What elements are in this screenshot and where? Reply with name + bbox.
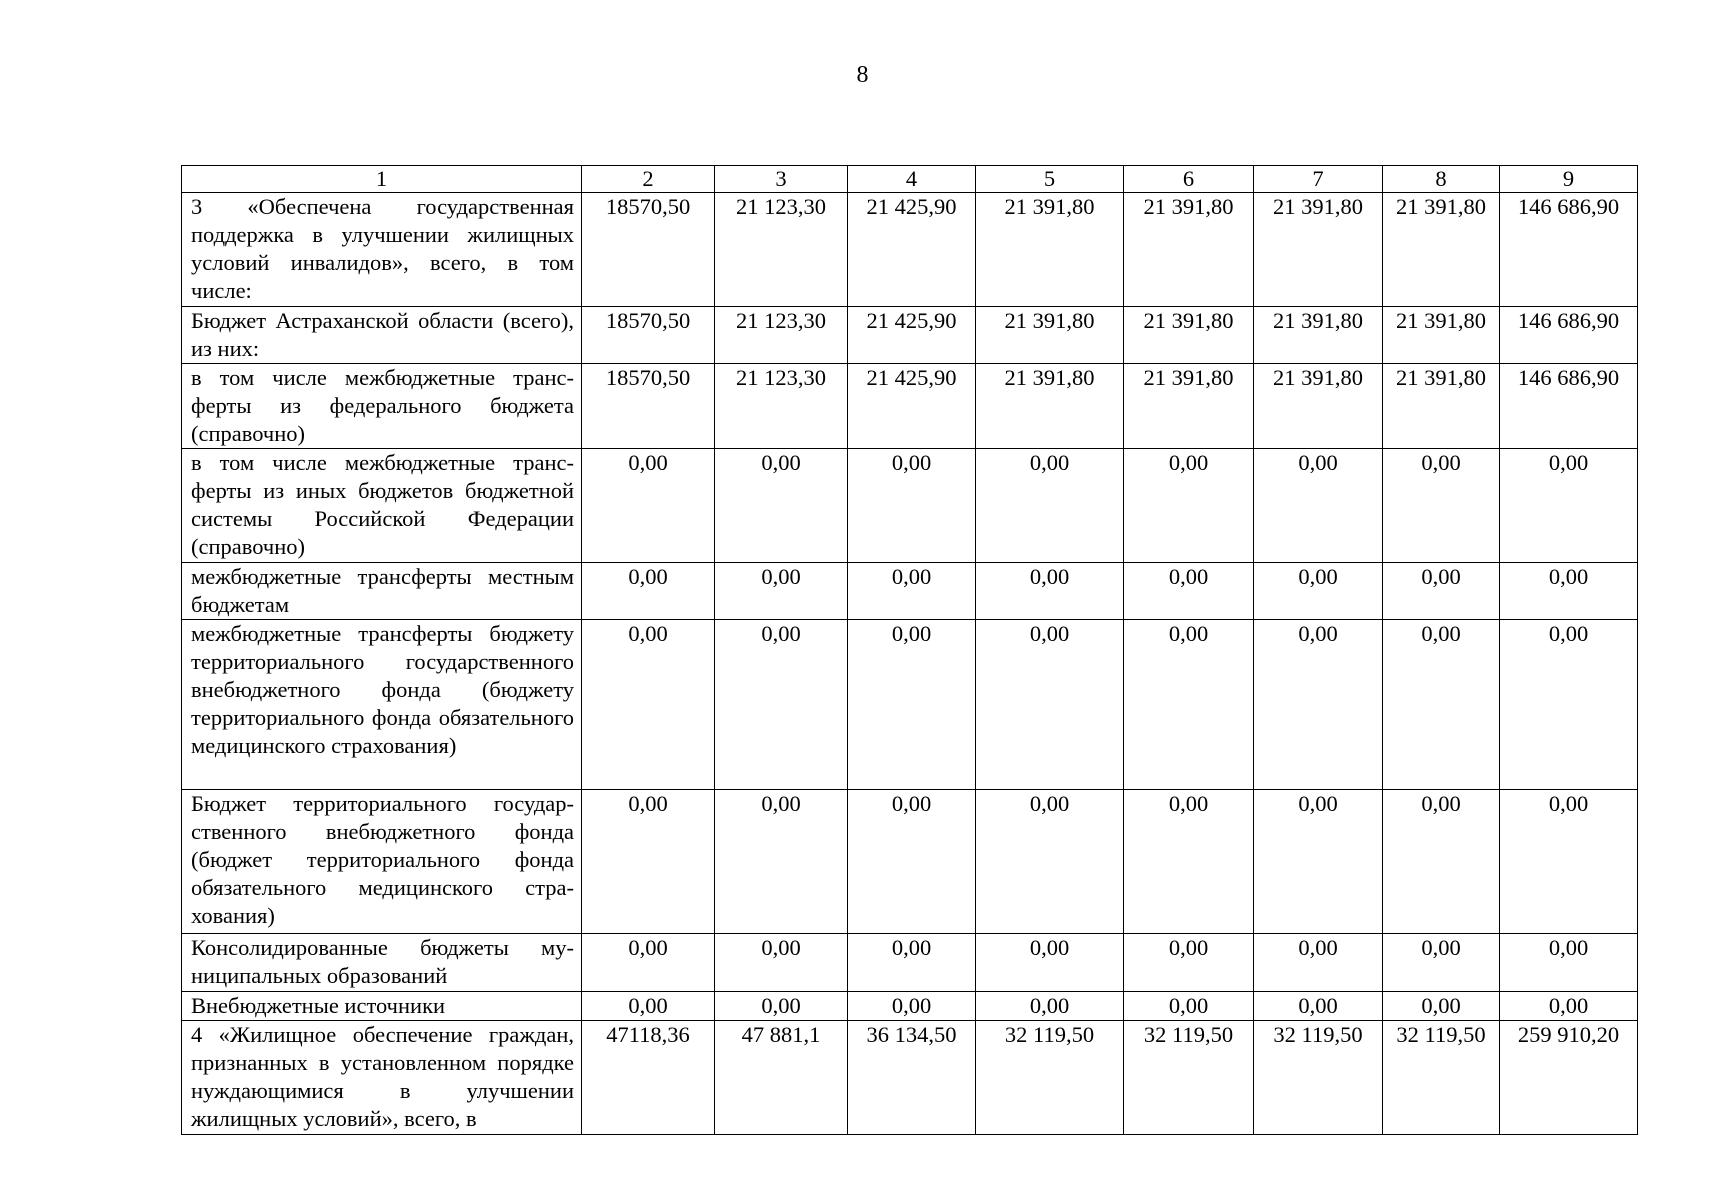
table-cell: 47118,36: [582, 1021, 715, 1135]
table-cell: 18570,50: [582, 307, 715, 364]
table-cell: 0,00: [848, 790, 976, 934]
table-cell: 0,00: [848, 992, 976, 1021]
table-row: [182, 193, 1638, 307]
table-cell: 21 391,80: [976, 307, 1124, 364]
row-label: Бюджет Астраханской области (всего), из них:: [182, 307, 582, 364]
table-cell: 0,00: [1383, 449, 1500, 563]
table-cell: 0,00: [1500, 563, 1638, 620]
table-cell: 21 425,90: [848, 364, 976, 449]
table-cell: 0,00: [1500, 449, 1638, 563]
table-row: [182, 1021, 1638, 1135]
table-cell: 21 425,90: [848, 307, 976, 364]
table-cell: 0,00: [1500, 620, 1638, 790]
table-cell: 0,00: [1124, 934, 1254, 992]
table-cell: 18570,50: [582, 193, 715, 307]
table-cell: 0,00: [1500, 934, 1638, 992]
table-cell: 0,00: [976, 934, 1124, 992]
table-cell: 21 123,30: [715, 364, 848, 449]
table-header-row: [182, 166, 1638, 193]
table-cell: 0,00: [1383, 620, 1500, 790]
table-cell: 0,00: [582, 563, 715, 620]
row-label: в том числе межбюджетные трансферты из федерального бюджета (справочно): [182, 364, 582, 449]
table-cell: 21 391,80: [1124, 364, 1254, 449]
table-cell: 0,00: [1254, 449, 1383, 563]
table-row: [182, 563, 1638, 620]
table-cell: 0,00: [1383, 790, 1500, 934]
table-cell: 0,00: [976, 992, 1124, 1021]
table-cell: 21 391,80: [1254, 193, 1383, 307]
table-cell: 146 686,90: [1500, 364, 1638, 449]
table-cell: 0,00: [582, 449, 715, 563]
table-cell: 21 391,80: [1254, 307, 1383, 364]
table-cell: 0,00: [1124, 790, 1254, 934]
table-cell: 32 119,50: [1383, 1021, 1500, 1135]
table-cell: 0,00: [715, 449, 848, 563]
budget-table: [181, 165, 1638, 1135]
table-cell: 0,00: [715, 620, 848, 790]
row-label: Внебюджетные источники: [182, 992, 582, 1021]
table-row: [182, 790, 1638, 934]
table-cell: 0,00: [1254, 992, 1383, 1021]
table-cell: 32 119,50: [1124, 1021, 1254, 1135]
table-row: [182, 992, 1638, 1021]
column-header: 2: [582, 166, 715, 193]
table-cell: 21 123,30: [715, 193, 848, 307]
table-cell: 0,00: [1254, 790, 1383, 934]
page-number: 8: [856, 62, 869, 88]
table-cell: 21 391,80: [976, 193, 1124, 307]
table-cell: 32 119,50: [1254, 1021, 1383, 1135]
table-cell: 0,00: [715, 992, 848, 1021]
table-cell: 0,00: [582, 790, 715, 934]
table-cell: 0,00: [848, 449, 976, 563]
table-cell: 0,00: [848, 934, 976, 992]
table-cell: 0,00: [1124, 620, 1254, 790]
table-cell: 0,00: [1254, 934, 1383, 992]
table-cell: 0,00: [976, 449, 1124, 563]
row-label: межбюджетные трансферты бюджету территориального государственного внебюджетного фонда (бюджету территориального фонда обязательного медицинского страхования): [182, 620, 582, 790]
table-cell: 0,00: [976, 790, 1124, 934]
table-cell: 0,00: [582, 934, 715, 992]
column-header: 8: [1383, 166, 1500, 193]
table-cell: 21 123,30: [715, 307, 848, 364]
table-cell: 0,00: [715, 934, 848, 992]
row-label: Консолидированные бюджеты муниципальных образований: [182, 934, 582, 992]
row-label: в том числе межбюджетные трансферты из иных бюджетов бюджетной системы Российской Федерации (справочно): [182, 449, 582, 563]
table-cell: 21 391,80: [1383, 193, 1500, 307]
column-header: 1: [182, 166, 582, 193]
table-cell: 0,00: [1124, 449, 1254, 563]
row-label: 4 «Жилищное обеспечение граждан, признанных в установленном порядке нуждающимися в улучшении жилищных условий», всего, в: [182, 1021, 582, 1135]
row-label: межбюджетные трансферты местным бюджетам: [182, 563, 582, 620]
table-cell: 32 119,50: [976, 1021, 1124, 1135]
table-cell: 0,00: [848, 563, 976, 620]
table-cell: 0,00: [582, 992, 715, 1021]
table-row: [182, 620, 1638, 790]
table-cell: 0,00: [715, 790, 848, 934]
table-cell: 21 391,80: [1124, 307, 1254, 364]
table-cell: 0,00: [1383, 563, 1500, 620]
table-cell: 21 391,80: [976, 364, 1124, 449]
table-cell: 0,00: [1500, 992, 1638, 1021]
column-header: 7: [1254, 166, 1383, 193]
column-header: 4: [848, 166, 976, 193]
column-header: 9: [1500, 166, 1638, 193]
table-row: [182, 449, 1638, 563]
column-header: 6: [1124, 166, 1254, 193]
table-cell: 21 391,80: [1383, 364, 1500, 449]
table-cell: 21 391,80: [1383, 307, 1500, 364]
table-cell: 0,00: [848, 620, 976, 790]
table-cell: 0,00: [1254, 620, 1383, 790]
table-cell: 21 391,80: [1124, 193, 1254, 307]
table-row: [182, 934, 1638, 992]
row-label: Бюджет территориального государственного внебюджетного фонда (бюджет территориального фонда обязательного медицинского страхования): [182, 790, 582, 934]
table-cell: 0,00: [1500, 790, 1638, 934]
table-cell: 259 910,20: [1500, 1021, 1638, 1135]
row-label: 3 «Обеспечена государственная поддержка в улучшении жилищных условий инвалидов», всего, в том числе:: [182, 193, 582, 307]
table-cell: 146 686,90: [1500, 307, 1638, 364]
table-cell: 0,00: [1383, 934, 1500, 992]
table-row: [182, 364, 1638, 449]
table-cell: 21 391,80: [1254, 364, 1383, 449]
table-cell: 0,00: [1254, 563, 1383, 620]
table-cell: 0,00: [1124, 992, 1254, 1021]
table-cell: 146 686,90: [1500, 193, 1638, 307]
table-cell: 36 134,50: [848, 1021, 976, 1135]
table-cell: 0,00: [976, 563, 1124, 620]
table-cell: 0,00: [1124, 563, 1254, 620]
table-cell: 18570,50: [582, 364, 715, 449]
column-header: 5: [976, 166, 1124, 193]
table-cell: 0,00: [715, 563, 848, 620]
table-cell: 21 425,90: [848, 193, 976, 307]
column-header: 3: [715, 166, 848, 193]
table-cell: 0,00: [582, 620, 715, 790]
table-cell: 47 881,1: [715, 1021, 848, 1135]
table-row: [182, 307, 1638, 364]
table-cell: 0,00: [976, 620, 1124, 790]
table-cell: 0,00: [1383, 992, 1500, 1021]
